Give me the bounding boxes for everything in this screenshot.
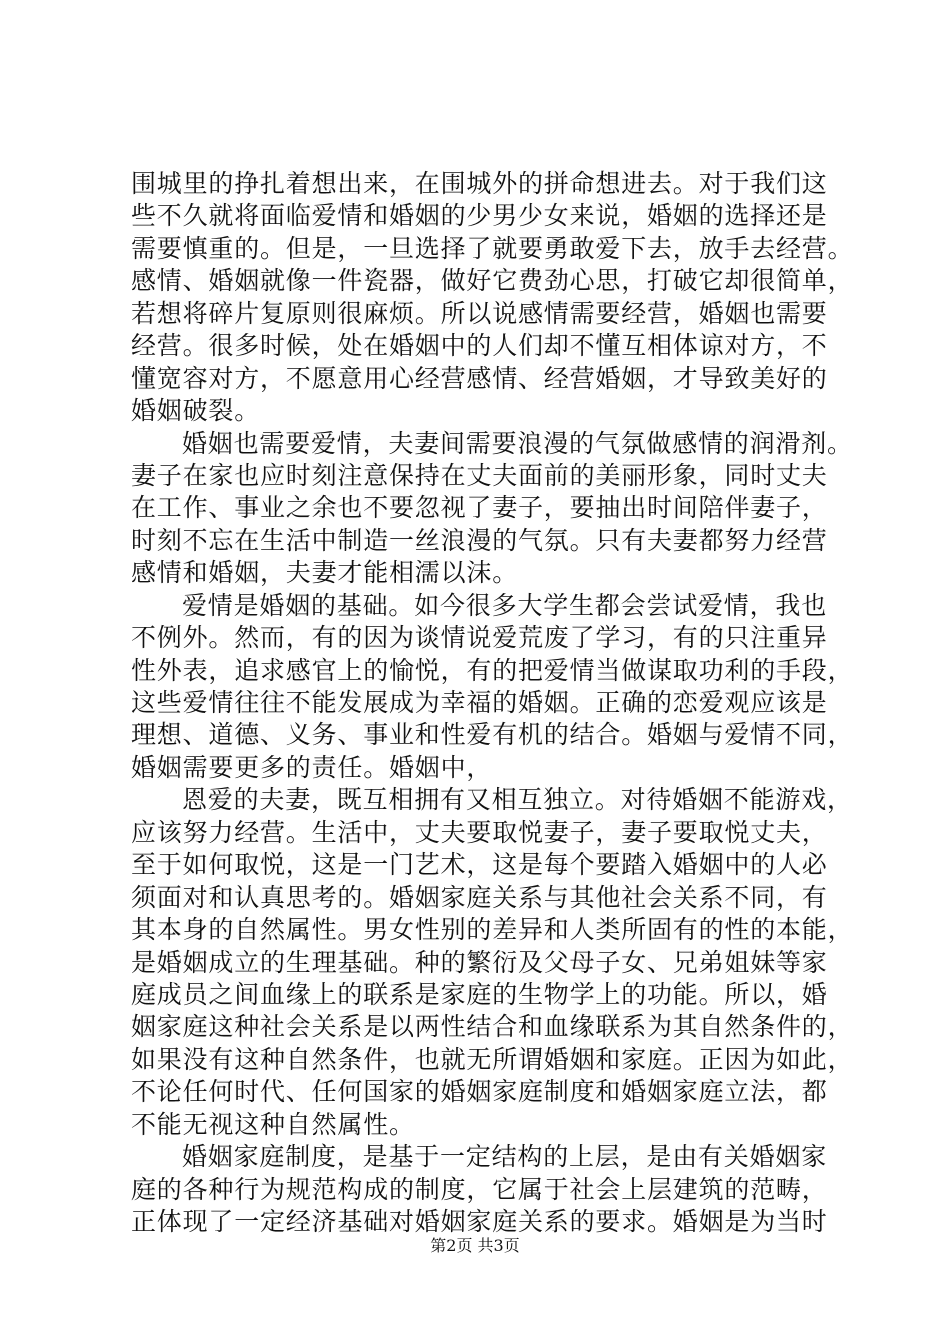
text-line: 婚姻需要更多的责任。婚姻中，	[131, 752, 493, 782]
text-line: 不论任何时代、任何国家的婚姻家庭制度和婚姻家庭立法，都	[131, 1077, 828, 1107]
text-line: 需要慎重的。但是，一旦选择了就要勇敢爱下去，放手去经营。	[131, 233, 854, 263]
page-number-label: 第2页 共3页	[430, 1236, 520, 1255]
text-line: 不能无视这种自然属性。	[131, 1109, 415, 1139]
text-line: 其本身的自然属性。男女性别的差异和人类所固有的性的本能，	[131, 915, 854, 945]
text-line: 恩爱的夫妻，既互相拥有又相互独立。对待婚姻不能游戏，	[182, 785, 853, 815]
text-line: 是婚姻成立的生理基础。种的繁衍及父母子女、兄弟姐妹等家	[131, 947, 828, 977]
text-line: 正体现了一定经济基础对婚姻家庭关系的要求。婚姻是为当时	[131, 1207, 828, 1236]
text-line: 婚姻也需要爱情，夫妻间需要浪漫的气氛做感情的润滑剂。	[182, 428, 853, 458]
text-line: 理想、道德、义务、事业和性爱有机的结合。婚姻与爱情不同，	[131, 720, 854, 750]
text-line: 应该努力经营。生活中，丈夫要取悦妻子，妻子要取悦丈夫，	[131, 817, 828, 847]
text-line: 庭的各种行为规范构成的制度，它属于社会上层建筑的范畴，	[131, 1174, 828, 1204]
text-line: 妻子在家也应时刻注意保持在丈夫面前的美丽形象，同时丈夫	[131, 460, 828, 490]
text-line: 婚姻家庭制度，是基于一定结构的上层，是由有关婚姻家	[182, 1142, 828, 1172]
document-body	[131, 168, 854, 1238]
text-line: 须面对和认真思考的。婚姻家庭关系与其他社会关系不同，有	[131, 882, 828, 912]
text-line: 不例外。然而，有的因为谈情说爱荒废了学习，有的只注重异	[131, 623, 828, 653]
text-line: 围城里的挣扎着想出来，在围城外的拼命想进去。对于我们这	[131, 169, 828, 198]
text-line: 若想将碎片复原则很麻烦。所以说感情需要经营，婚姻也需要	[131, 298, 828, 328]
text-line: 懂宽容对方，不愿意用心经营感情、经营婚姻，才导致美好的	[131, 363, 828, 393]
text-line: 些不久就将面临爱情和婚姻的少男少女来说，婚姻的选择还是	[131, 201, 828, 231]
text-line: 至于如何取悦，这是一门艺术，这是每个要踏入婚姻中的人必	[131, 850, 828, 880]
text-line: 婚姻破裂。	[131, 396, 261, 426]
text-line: 经营。很多时候，处在婚姻中的人们却不懂互相体谅对方，不	[131, 331, 828, 361]
text-line: 感情、婚姻就像一件瓷器，做好它费劲心思，打破它却很简单，	[131, 266, 854, 296]
text-line: 感情和婚姻，夫妻才能相濡以沫。	[131, 558, 519, 588]
text-line: 这些爱情往往不能发展成为幸福的婚姻。正确的恋爱观应该是	[131, 688, 828, 717]
text-line: 在工作、事业之余也不要忽视了妻子，要抽出时间陪伴妻子，	[131, 493, 828, 523]
text-line: 爱情是婚姻的基础。如今很多大学生都会尝试爱情，我也	[182, 590, 828, 620]
text-line: 庭成员之间血缘上的联系是家庭的生物学上的功能。所以，婚	[131, 979, 828, 1009]
page-footer	[0, 1236, 950, 1256]
text-line: 如果没有这种自然条件，也就无所谓婚姻和家庭。正因为如此，	[131, 1044, 854, 1074]
text-line: 时刻不忘在生活中制造一丝浪漫的气氛。只有夫妻都努力经营	[131, 525, 828, 555]
text-line: 性外表，追求感官上的愉悦，有的把爱情当做谋取功利的手段，	[131, 655, 854, 685]
text-line: 姻家庭这种社会关系是以两性结合和血缘联系为其自然条件的，	[131, 1012, 854, 1042]
